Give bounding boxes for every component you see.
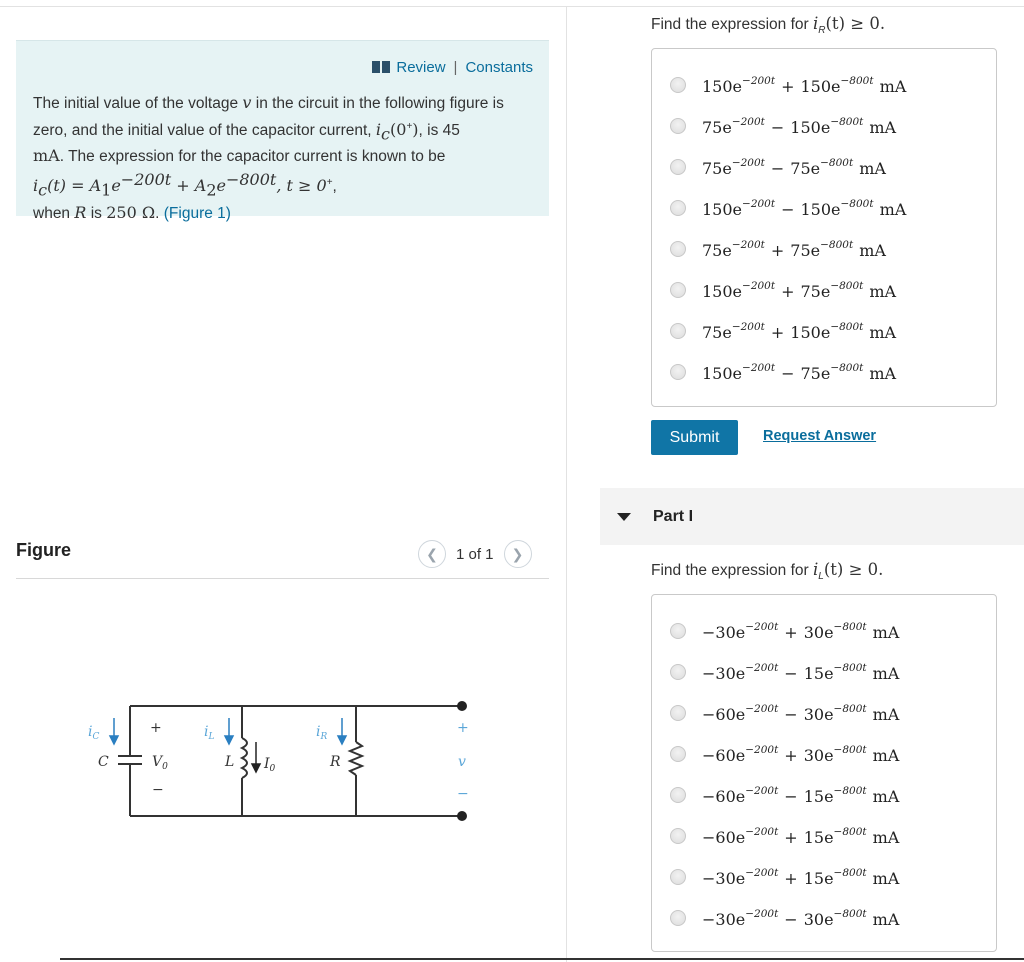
- ic-arrowhead: [110, 736, 118, 744]
- option-row[interactable]: [670, 619, 899, 643]
- radio-button[interactable]: [670, 364, 686, 380]
- option-label: [702, 662, 899, 683]
- label-sub: R: [320, 732, 328, 742]
- option-exponent: −800t: [833, 866, 867, 879]
- option-exponent: −200t: [745, 825, 779, 838]
- option-label: [702, 867, 899, 888]
- option-operator: +: [781, 76, 795, 96]
- label-text: i: [204, 724, 209, 740]
- option-exponent: −200t: [731, 156, 765, 169]
- option-operator: −: [784, 909, 798, 929]
- label-sub: L: [208, 732, 215, 742]
- option-coef: 30e: [803, 909, 834, 929]
- question-text: Find the expression for: [651, 562, 813, 579]
- option-label: [702, 157, 886, 178]
- submit-button[interactable]: Submit: [651, 420, 738, 455]
- option-row[interactable]: [670, 155, 886, 179]
- top-divider: [0, 6, 1024, 7]
- option-coef: 150e: [790, 117, 831, 137]
- option-exponent: −800t: [833, 661, 867, 674]
- option-coef: 75e: [702, 117, 732, 137]
- option-exponent: −800t: [820, 238, 854, 251]
- problem-text-span: . The expression for the capacitor current is known to be: [59, 148, 446, 166]
- option-unit: mA: [872, 868, 900, 888]
- option-exponent: −200t: [731, 115, 765, 128]
- radio-button[interactable]: [670, 159, 686, 175]
- question-sub: L: [818, 571, 824, 583]
- option-exponent: −800t: [833, 702, 867, 715]
- symbol-subscript: c: [38, 180, 48, 199]
- option-exponent: −200t: [731, 320, 765, 333]
- option-coef: 150e: [702, 363, 743, 383]
- resistor-zigzag: [350, 742, 362, 775]
- option-label: [702, 703, 899, 724]
- option-coef: 75e: [790, 240, 821, 260]
- option-coef: 150e: [800, 199, 841, 219]
- math-superscript: −200t: [120, 169, 172, 189]
- option-row[interactable]: [670, 742, 899, 766]
- resistance-value: 250 Ω: [106, 202, 156, 222]
- option-operator: −: [784, 704, 798, 724]
- option-exponent: −200t: [742, 279, 776, 292]
- option-coef: 30e: [803, 622, 834, 642]
- symbol-subscript: 1: [101, 180, 112, 199]
- problem-text: [33, 92, 543, 225]
- ic-label: [88, 724, 99, 742]
- option-coef: 75e: [702, 158, 732, 178]
- option-coef: 150e: [790, 322, 831, 342]
- il-label: [204, 724, 214, 742]
- option-label: [702, 785, 899, 806]
- option-label: [702, 198, 906, 219]
- option-unit: mA: [869, 363, 897, 383]
- figure-title: Figure: [16, 540, 72, 560]
- option-coef: 75e: [800, 281, 831, 301]
- option-exponent: −200t: [745, 620, 779, 633]
- option-exponent: −800t: [830, 279, 864, 292]
- option-operator: +: [784, 745, 798, 765]
- option-operator: −: [781, 199, 795, 219]
- radio-button[interactable]: [670, 869, 686, 885]
- chevron-left-icon[interactable]: ❮: [418, 540, 446, 568]
- math-superscript: +: [326, 176, 333, 188]
- terminal-bottom: [457, 811, 467, 821]
- problem-text-span: when: [33, 204, 75, 222]
- option-coef: −60e: [702, 786, 746, 806]
- option-label: [702, 362, 896, 383]
- option-exponent: −800t: [840, 197, 874, 210]
- request-answer-link[interactable]: Request Answer: [763, 428, 877, 444]
- question-tail: (t) ≥ 0.: [825, 14, 886, 33]
- voltage-symbol: v: [242, 93, 252, 112]
- option-exponent: −200t: [742, 197, 776, 210]
- option-coef: −60e: [702, 704, 746, 724]
- option-row[interactable]: [670, 319, 896, 343]
- option-label: [702, 826, 899, 847]
- option-exponent: −800t: [840, 74, 874, 87]
- radio-button[interactable]: [670, 787, 686, 803]
- question-text: Find the expression for: [651, 16, 813, 33]
- inductor-coil: [242, 738, 247, 778]
- symbol-subscript: c: [381, 123, 391, 143]
- symbol-subscript: 2: [206, 180, 217, 199]
- math-span: + A: [171, 175, 207, 195]
- terminal-top: [457, 701, 467, 711]
- option-coef: 150e: [800, 76, 841, 96]
- option-unit: mA: [872, 909, 900, 929]
- option-row[interactable]: [670, 278, 896, 302]
- option-unit: mA: [869, 322, 897, 342]
- part-i-options: [651, 594, 997, 952]
- option-exponent: −800t: [820, 156, 854, 169]
- book-icon: [372, 61, 390, 73]
- ir-arrowhead: [338, 736, 346, 744]
- label-text: V: [152, 754, 163, 770]
- option-operator: +: [784, 622, 798, 642]
- option-row[interactable]: [670, 865, 899, 889]
- option-coef: 15e: [803, 868, 834, 888]
- radio-button[interactable]: [670, 746, 686, 762]
- option-exponent: −200t: [745, 866, 779, 879]
- option-coef: 15e: [803, 663, 834, 683]
- option-label: [702, 280, 896, 301]
- option-exponent: −200t: [745, 784, 779, 797]
- problem-text-span: is: [86, 204, 107, 222]
- option-operator: +: [784, 868, 798, 888]
- figure-divider: [16, 578, 549, 579]
- problem-text-span: , is 45: [418, 121, 460, 139]
- expression-symbol: i: [33, 175, 39, 195]
- unit-ma: mA: [33, 146, 60, 166]
- option-coef: 150e: [702, 281, 743, 301]
- question-var: i: [812, 14, 819, 33]
- option-row[interactable]: [670, 360, 896, 384]
- option-exponent: −200t: [745, 907, 779, 920]
- option-exponent: −800t: [833, 620, 867, 633]
- label-text: i: [88, 724, 93, 740]
- part-i-question: [651, 560, 883, 582]
- option-coef: 150e: [702, 76, 743, 96]
- option-unit: mA: [869, 281, 897, 301]
- option-unit: mA: [872, 827, 900, 847]
- option-row[interactable]: [670, 701, 899, 725]
- review-label: Review: [396, 59, 446, 76]
- radio-button[interactable]: [670, 828, 686, 844]
- option-label: [702, 908, 899, 929]
- part-i-title: Part I: [653, 508, 694, 525]
- option-exponent: −800t: [830, 320, 864, 333]
- option-coef: 75e: [702, 322, 732, 342]
- option-coef: 15e: [803, 827, 834, 847]
- option-coef: 75e: [702, 240, 732, 260]
- caret-down-icon: [617, 513, 631, 521]
- problem-text-span: .: [155, 204, 164, 222]
- option-unit: mA: [872, 704, 900, 724]
- option-exponent: −800t: [830, 361, 864, 374]
- radio-button[interactable]: [670, 200, 686, 216]
- v-plus-label: +: [457, 720, 469, 736]
- option-coef: −60e: [702, 745, 746, 765]
- option-row[interactable]: [670, 114, 896, 138]
- problem-text-span: zero, and the initial value of the capacitor current,: [33, 121, 376, 139]
- option-label: [702, 239, 886, 260]
- v-minus-label: −: [457, 786, 469, 802]
- option-exponent: −800t: [833, 743, 867, 756]
- option-unit: mA: [872, 786, 900, 806]
- option-coef: −30e: [702, 868, 746, 888]
- option-exponent: −800t: [830, 115, 864, 128]
- inductor-label: L: [225, 754, 235, 770]
- circuit-diagram: [80, 690, 500, 830]
- option-label: [702, 744, 899, 765]
- figure-pager: [418, 540, 532, 568]
- question-sub: R: [818, 25, 826, 37]
- resistor-label: R: [330, 754, 341, 770]
- problem-text-span: in the circuit in the following figure is: [251, 95, 504, 112]
- v0-minus-label: −: [152, 782, 164, 798]
- radio-button[interactable]: [670, 77, 686, 93]
- option-exponent: −200t: [742, 74, 776, 87]
- option-exponent: −800t: [833, 825, 867, 838]
- label-text: i: [316, 724, 321, 740]
- option-coef: 75e: [790, 158, 821, 178]
- option-label: [702, 116, 896, 137]
- radio-button[interactable]: [670, 323, 686, 339]
- problem-statement: [16, 40, 549, 222]
- link-separator: |: [453, 59, 458, 76]
- option-unit: mA: [872, 663, 900, 683]
- radio-button[interactable]: [670, 705, 686, 721]
- resistor-symbol: R: [74, 202, 87, 222]
- option-row[interactable]: [670, 237, 886, 261]
- problem-text-span: ,: [332, 177, 337, 195]
- math-superscript: +: [406, 120, 413, 132]
- v-label: v: [458, 754, 466, 770]
- math-superscript: −800t: [225, 169, 277, 189]
- option-label: [702, 321, 896, 342]
- option-operator: −: [770, 158, 785, 178]
- option-operator: −: [784, 663, 798, 683]
- option-operator: −: [781, 363, 795, 383]
- option-exponent: −200t: [745, 661, 779, 674]
- option-coef: 30e: [803, 704, 834, 724]
- option-operator: −: [784, 786, 798, 806]
- option-unit: mA: [879, 76, 907, 96]
- label-text: I: [264, 756, 270, 772]
- il-arrowhead: [225, 736, 233, 744]
- option-coef: 75e: [800, 363, 831, 383]
- part-h-question: [651, 14, 885, 36]
- ir-label: [316, 724, 327, 742]
- option-unit: mA: [872, 745, 900, 765]
- figure-page-label: 1 of 1: [456, 545, 494, 563]
- math-span: e: [111, 175, 121, 195]
- option-row[interactable]: [670, 660, 899, 684]
- option-unit: mA: [859, 240, 886, 260]
- option-operator: −: [770, 117, 785, 137]
- column-divider: [566, 6, 567, 962]
- option-coef: 30e: [803, 745, 834, 765]
- label-sub: 0: [162, 762, 168, 772]
- i0-arrowhead: [252, 764, 260, 772]
- option-row[interactable]: [670, 824, 899, 848]
- option-exponent: −200t: [745, 702, 779, 715]
- capacitor-current-symbol: i: [375, 119, 382, 139]
- constants-link[interactable]: Constants: [465, 59, 533, 76]
- chevron-right-icon[interactable]: ❯: [504, 540, 532, 568]
- option-unit: mA: [872, 622, 900, 642]
- radio-button[interactable]: [670, 623, 686, 639]
- review-link[interactable]: [372, 59, 445, 76]
- option-label: [702, 621, 899, 642]
- math-span: e: [216, 175, 226, 195]
- math-span: , t ≥ 0: [276, 175, 327, 195]
- math-span: (t) = A: [47, 175, 102, 195]
- figure-link[interactable]: (Figure 1): [163, 204, 231, 222]
- option-operator: +: [770, 322, 785, 342]
- option-coef: −30e: [702, 622, 746, 642]
- radio-button[interactable]: [670, 118, 686, 134]
- part-h-options: [651, 48, 997, 407]
- option-unit: mA: [879, 199, 907, 219]
- option-operator: +: [770, 240, 785, 260]
- option-coef: −30e: [702, 663, 746, 683]
- question-var: i: [812, 560, 819, 579]
- option-exponent: −800t: [833, 784, 867, 797]
- v0-label: [152, 754, 168, 772]
- option-row[interactable]: [670, 783, 899, 807]
- option-operator: +: [784, 827, 798, 847]
- option-row[interactable]: [670, 906, 899, 930]
- option-coef: 150e: [702, 199, 743, 219]
- part-i-header[interactable]: [600, 488, 1024, 545]
- label-sub: 0: [269, 764, 276, 774]
- math-span: ): [412, 119, 419, 139]
- problem-text-span: The initial value of the voltage: [33, 95, 243, 112]
- radio-button[interactable]: [670, 241, 686, 257]
- option-operator: +: [781, 281, 795, 301]
- option-coef: −60e: [702, 827, 746, 847]
- label-sub: C: [92, 732, 100, 742]
- option-row[interactable]: [670, 196, 906, 220]
- option-exponent: −800t: [833, 907, 867, 920]
- v0-plus-label: +: [150, 720, 162, 736]
- math-span: (0: [390, 119, 407, 139]
- option-coef: 15e: [803, 786, 834, 806]
- option-unit: mA: [869, 117, 897, 137]
- option-label: [702, 75, 906, 96]
- problem-links: [372, 59, 533, 76]
- option-row[interactable]: [670, 73, 906, 97]
- option-coef: −30e: [702, 909, 746, 929]
- radio-button[interactable]: [670, 664, 686, 680]
- capacitor-label: C: [98, 754, 109, 770]
- radio-button[interactable]: [670, 910, 686, 926]
- bottom-divider: [60, 958, 1024, 960]
- option-exponent: −200t: [731, 238, 765, 251]
- radio-button[interactable]: [670, 282, 686, 298]
- question-tail: (t) ≥ 0.: [823, 560, 884, 579]
- i0-label: [263, 756, 276, 774]
- option-exponent: −200t: [742, 361, 776, 374]
- option-exponent: −200t: [745, 743, 779, 756]
- option-unit: mA: [859, 158, 886, 178]
